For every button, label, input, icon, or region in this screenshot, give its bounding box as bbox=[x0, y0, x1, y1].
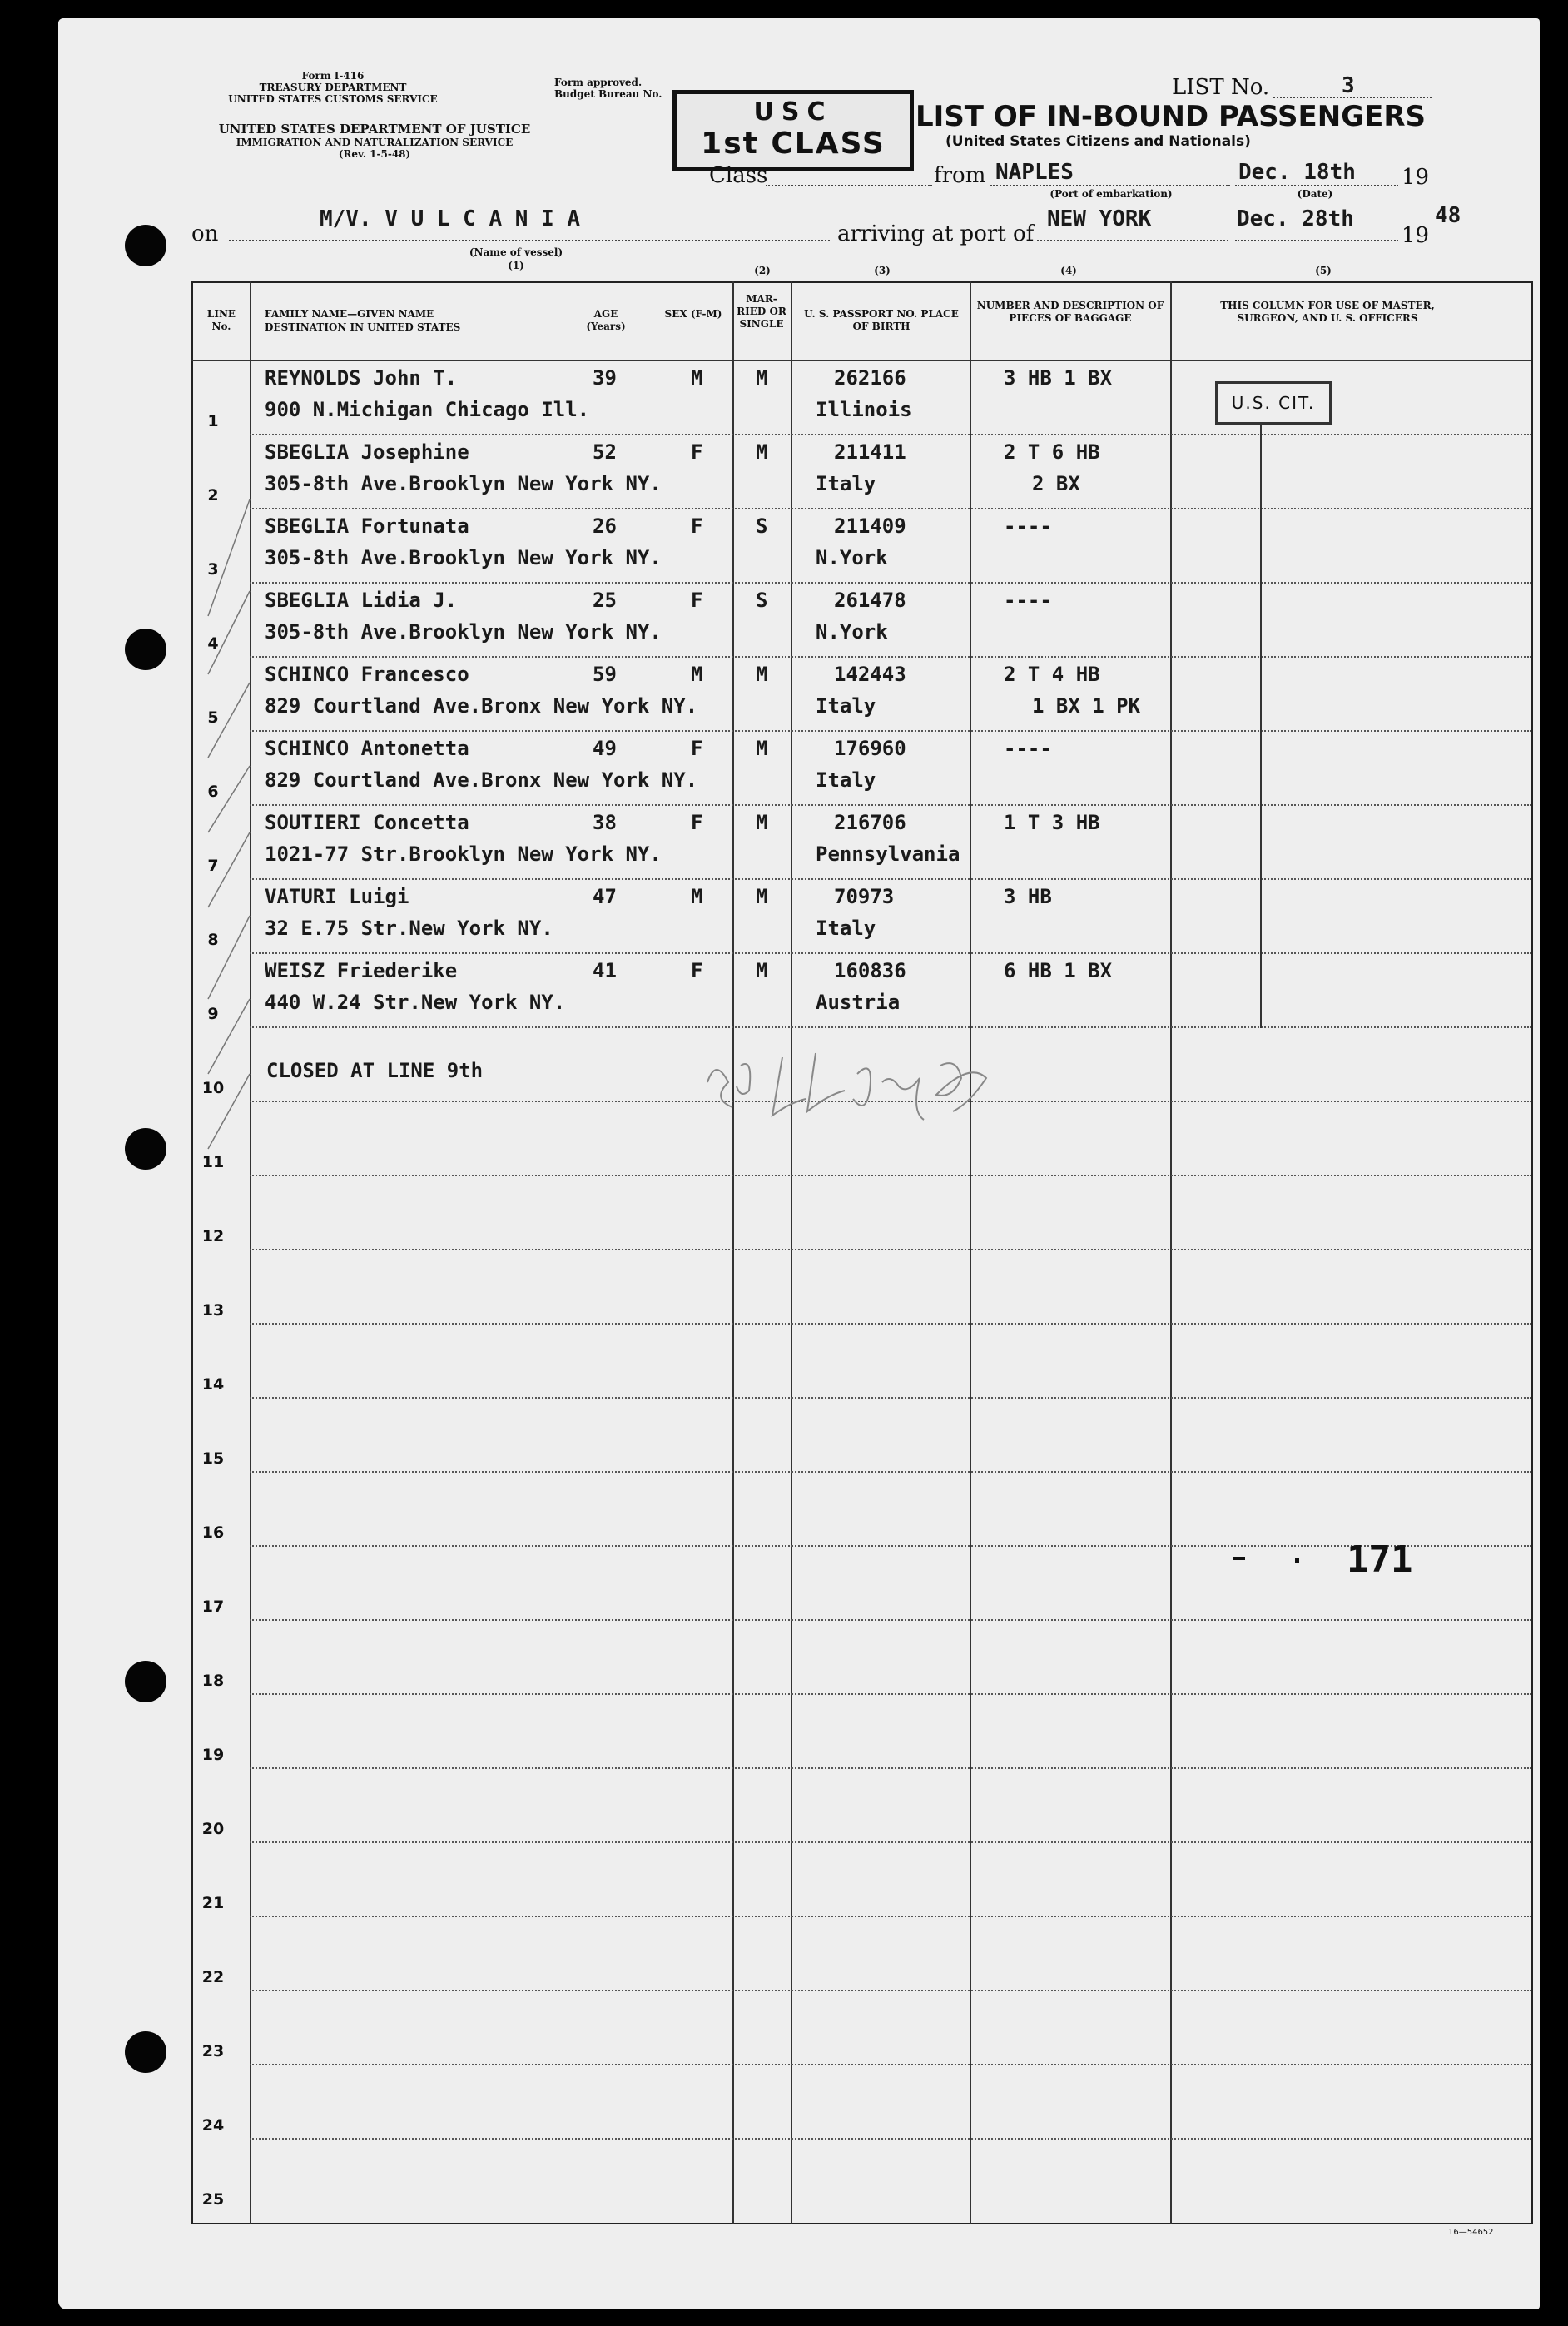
passenger-sex: F bbox=[691, 737, 703, 760]
passenger-marital-status: M bbox=[756, 737, 768, 760]
baggage-line-2: 2 BX bbox=[1032, 472, 1080, 495]
passenger-marital-status: M bbox=[756, 663, 768, 686]
stamp-first-class: 1st CLASS bbox=[701, 127, 886, 161]
arrival-port: NEW YORK bbox=[1047, 206, 1152, 231]
footer-code: 16—54652 bbox=[1448, 2228, 1494, 2237]
class-label: Class bbox=[709, 163, 768, 188]
row-rule bbox=[250, 1619, 1531, 1621]
date-caption: (Date) bbox=[1297, 188, 1333, 200]
passenger-destination: 305-8th Ave.Brooklyn New York NY. bbox=[265, 546, 662, 569]
place-of-birth: Italy bbox=[816, 472, 876, 495]
passenger-age: 25 bbox=[593, 589, 617, 612]
passenger-name: SCHINCO Antonetta bbox=[265, 737, 469, 760]
passenger-sex: F bbox=[691, 811, 703, 834]
line-number: 5 bbox=[207, 708, 219, 727]
passenger-marital-status: M bbox=[756, 959, 768, 982]
row-rule bbox=[250, 1175, 1531, 1176]
place-of-birth: Italy bbox=[816, 768, 876, 792]
line-number: 20 bbox=[201, 1820, 225, 1838]
stamp-usc: USC bbox=[753, 97, 833, 127]
row-rule bbox=[250, 1471, 1531, 1473]
line-number: 7 bbox=[207, 857, 219, 875]
baggage-line-1: ---- bbox=[1004, 589, 1052, 612]
place-of-birth: N.York bbox=[816, 620, 888, 644]
col-header-baggage: NUMBER AND DESCRIPTION OF PIECES OF BAGGAGE bbox=[976, 300, 1164, 324]
row-rule bbox=[250, 1841, 1531, 1843]
line-number: 9 bbox=[207, 1005, 219, 1023]
row-rule bbox=[250, 1990, 1531, 1991]
us-citizen-stamp: U.S. CIT. bbox=[1215, 381, 1332, 425]
customs-service: UNITED STATES CUSTOMS SERVICE bbox=[228, 93, 438, 105]
row-rule bbox=[250, 1693, 1531, 1695]
line-number: 11 bbox=[201, 1153, 225, 1171]
punch-hole bbox=[125, 1128, 166, 1170]
passport-number: 70973 bbox=[834, 885, 895, 908]
col-header-name: FAMILY NAME—GIVEN NAME bbox=[265, 308, 434, 320]
passenger-name: SBEGLIA Fortunata bbox=[265, 514, 469, 538]
passenger-sex: M bbox=[691, 885, 703, 908]
vessel-col-number: (1) bbox=[508, 260, 524, 271]
baggage-line-1: 6 HB 1 BX bbox=[1004, 959, 1113, 982]
passport-number: 262166 bbox=[834, 366, 906, 390]
row-rule bbox=[250, 952, 1531, 954]
col-header-destination: DESTINATION IN UNITED STATES bbox=[265, 321, 461, 333]
row-rule bbox=[250, 1323, 1531, 1325]
page-mark: 171 bbox=[1347, 1538, 1413, 1581]
passport-number: 261478 bbox=[834, 589, 906, 612]
vessel-caption: (Name of vessel) bbox=[469, 246, 563, 258]
port-of-embarkation: NAPLES bbox=[995, 160, 1074, 185]
passenger-sex: F bbox=[691, 440, 703, 464]
line-number: 8 bbox=[207, 931, 219, 949]
class-stamp bbox=[672, 90, 914, 171]
passport-number: 176960 bbox=[834, 737, 906, 760]
place-of-birth: Italy bbox=[816, 917, 876, 940]
arrival-year: 48 bbox=[1435, 203, 1461, 228]
passenger-marital-status: S bbox=[756, 514, 768, 538]
row-rule bbox=[250, 730, 1531, 732]
passport-number: 211409 bbox=[834, 514, 906, 538]
punch-hole bbox=[125, 1661, 166, 1702]
place-of-birth: Illinois bbox=[816, 398, 912, 421]
line-number: 1 bbox=[207, 412, 219, 430]
col-header-sex: SEX (F-M) bbox=[664, 308, 722, 320]
departure-date: Dec. 18th bbox=[1238, 160, 1356, 185]
passenger-destination: 305-8th Ave.Brooklyn New York NY. bbox=[265, 620, 662, 644]
col-header-officers: THIS COLUMN FOR USE OF MASTER, SURGEON, AND U. S. OFFICERS bbox=[1220, 300, 1435, 324]
place-of-birth: N.York bbox=[816, 546, 888, 569]
passenger-name: SBEGLIA Lidia J. bbox=[265, 589, 458, 612]
form-number: Form I-416 bbox=[301, 70, 365, 82]
passenger-sex: F bbox=[691, 959, 703, 982]
arriving-label: arriving at port of bbox=[837, 221, 1035, 246]
passenger-destination: 900 N.Michigan Chicago Ill. bbox=[265, 398, 590, 421]
place-of-birth: Italy bbox=[816, 694, 876, 718]
ins-service: IMMIGRATION AND NATURALIZATION SERVICE bbox=[236, 137, 514, 148]
arrival-date: Dec. 28th bbox=[1237, 206, 1354, 231]
passenger-marital-status: M bbox=[756, 885, 768, 908]
passenger-age: 52 bbox=[593, 440, 617, 464]
treasury-dept: TREASURY DEPARTMENT bbox=[259, 82, 407, 93]
year-prefix-2: 19 bbox=[1402, 223, 1430, 248]
passenger-sex: F bbox=[691, 589, 703, 612]
col-header-passport: U. S. PASSPORT NO. PLACE OF BIRTH bbox=[804, 308, 959, 332]
passenger-sex: M bbox=[691, 663, 703, 686]
col-divider bbox=[970, 281, 971, 2224]
col-header-age: AGE (Years) bbox=[586, 308, 626, 332]
passenger-destination: 440 W.24 Str.New York NY. bbox=[265, 991, 566, 1014]
col-num-5: (5) bbox=[1315, 265, 1332, 276]
baggage-line-1: 1 T 3 HB bbox=[1004, 811, 1100, 834]
baggage-line-1: 3 HB bbox=[1004, 885, 1052, 908]
officer-signature bbox=[691, 1032, 1124, 1157]
port-embark-caption: (Port of embarkation) bbox=[1049, 188, 1173, 200]
row-rule bbox=[250, 1545, 1531, 1547]
row-rule bbox=[250, 1916, 1531, 1917]
punch-hole bbox=[125, 629, 166, 670]
row-rule bbox=[250, 1026, 1531, 1028]
passenger-name: SCHINCO Francesco bbox=[265, 663, 469, 686]
year-prefix: 19 bbox=[1402, 165, 1430, 190]
passenger-destination: 305-8th Ave.Brooklyn New York NY. bbox=[265, 472, 662, 495]
header-rule bbox=[191, 360, 1531, 361]
passenger-marital-status: S bbox=[756, 589, 768, 612]
passport-number: 142443 bbox=[834, 663, 906, 686]
line-number: 14 bbox=[201, 1375, 225, 1394]
line-number: 3 bbox=[207, 560, 219, 579]
place-of-birth: Austria bbox=[816, 991, 901, 1014]
row-rule bbox=[250, 2064, 1531, 2065]
baggage-line-1: 3 HB 1 BX bbox=[1004, 366, 1113, 390]
place-of-birth: Pennsylvania bbox=[816, 842, 960, 866]
row-rule bbox=[250, 656, 1531, 658]
form-approved: Form approved. bbox=[554, 77, 643, 88]
col-header-married: MAR-RIED OR SINGLE bbox=[737, 293, 786, 330]
list-no-value: 3 bbox=[1342, 73, 1355, 98]
line-number: 13 bbox=[201, 1301, 225, 1320]
line-number: 2 bbox=[207, 486, 219, 504]
col-divider bbox=[791, 281, 792, 2224]
punch-hole bbox=[125, 225, 166, 266]
line-number: 18 bbox=[201, 1672, 225, 1690]
baggage-line-1: ---- bbox=[1004, 737, 1052, 760]
on-label: on bbox=[191, 221, 219, 246]
passenger-destination: 829 Courtland Ave.Bronx New York NY. bbox=[265, 694, 698, 718]
row-rule bbox=[250, 878, 1531, 880]
col-num-4: (4) bbox=[1060, 265, 1077, 276]
col-num-3: (3) bbox=[874, 265, 891, 276]
dot-mark bbox=[1295, 1558, 1299, 1563]
budget-bureau: Budget Bureau No. bbox=[554, 88, 662, 100]
row-rule bbox=[250, 1397, 1531, 1399]
line-number: 19 bbox=[201, 1746, 225, 1764]
passenger-age: 49 bbox=[593, 737, 617, 760]
baggage-line-2: 1 BX 1 PK bbox=[1032, 694, 1141, 718]
line-number: 16 bbox=[201, 1523, 225, 1542]
col-header-line-no: LINE No. bbox=[206, 308, 236, 332]
row-rule bbox=[250, 2138, 1531, 2140]
line-number: 21 bbox=[201, 1894, 225, 1912]
passport-number: 211411 bbox=[834, 440, 906, 464]
passenger-sex: F bbox=[691, 514, 703, 538]
passenger-marital-status: M bbox=[756, 366, 768, 390]
passenger-sex: M bbox=[691, 366, 703, 390]
row-rule bbox=[250, 804, 1531, 806]
line-number: 4 bbox=[207, 634, 219, 653]
passenger-destination: 1021-77 Str.Brooklyn New York NY. bbox=[265, 842, 662, 866]
pencil-tick-marks bbox=[200, 366, 275, 1382]
passenger-destination: 829 Courtland Ave.Bronx New York NY. bbox=[265, 768, 698, 792]
from-label: from bbox=[934, 163, 986, 188]
baggage-line-1: ---- bbox=[1004, 514, 1052, 538]
revision-date: (Rev. 1-5-48) bbox=[338, 148, 411, 160]
row-rule bbox=[250, 1249, 1531, 1250]
line-number: 25 bbox=[201, 2190, 225, 2209]
passport-number: 160836 bbox=[834, 959, 906, 982]
closed-note: CLOSED AT LINE 9th bbox=[266, 1059, 484, 1082]
passenger-destination: 32 E.75 Str.New York NY. bbox=[265, 917, 553, 940]
col-divider bbox=[732, 281, 734, 2224]
line-number: 24 bbox=[201, 2116, 225, 2135]
passenger-age: 38 bbox=[593, 811, 617, 834]
stamp-bracket-line bbox=[1260, 422, 1262, 1028]
passenger-marital-status: M bbox=[756, 440, 768, 464]
baggage-line-1: 2 T 4 HB bbox=[1004, 663, 1100, 686]
passenger-name: VATURI Luigi bbox=[265, 885, 409, 908]
passenger-age: 39 bbox=[593, 366, 617, 390]
passenger-marital-status: M bbox=[756, 811, 768, 834]
passenger-age: 47 bbox=[593, 885, 617, 908]
line-number: 15 bbox=[201, 1449, 225, 1468]
line-number: 23 bbox=[201, 2042, 225, 2060]
justice-dept: UNITED STATES DEPARTMENT OF JUSTICE bbox=[218, 122, 531, 137]
line-number: 6 bbox=[207, 783, 219, 801]
passenger-name: REYNOLDS John T. bbox=[265, 366, 458, 390]
passenger-age: 59 bbox=[593, 663, 617, 686]
passenger-age: 41 bbox=[593, 959, 617, 982]
row-rule bbox=[250, 434, 1531, 435]
line-number: 10 bbox=[201, 1079, 225, 1097]
passenger-name: SOUTIERI Concetta bbox=[265, 811, 469, 834]
baggage-line-1: 2 T 6 HB bbox=[1004, 440, 1100, 464]
punch-hole bbox=[125, 2031, 166, 2073]
dash-mark bbox=[1233, 1557, 1245, 1560]
line-number: 22 bbox=[201, 1968, 225, 1986]
col-divider bbox=[1170, 281, 1172, 2224]
passport-number: 216706 bbox=[834, 811, 906, 834]
line-number: 17 bbox=[201, 1598, 225, 1616]
passenger-name: WEISZ Friederike bbox=[265, 959, 458, 982]
line-number: 12 bbox=[201, 1227, 225, 1245]
list-no-label: LIST No. bbox=[1172, 75, 1270, 100]
vessel-name: M/V. V U L C A N I A bbox=[320, 206, 581, 231]
form-title: LIST OF IN-BOUND PASSENGERS bbox=[915, 100, 1426, 133]
col-num-2: (2) bbox=[754, 265, 771, 276]
passenger-name: SBEGLIA Josephine bbox=[265, 440, 469, 464]
passenger-age: 26 bbox=[593, 514, 617, 538]
passenger-table bbox=[191, 281, 1533, 2224]
row-rule bbox=[250, 582, 1531, 584]
form-subtitle: (United States Citizens and Nationals) bbox=[945, 133, 1251, 150]
row-rule bbox=[250, 508, 1531, 509]
row-rule bbox=[250, 1767, 1531, 1769]
